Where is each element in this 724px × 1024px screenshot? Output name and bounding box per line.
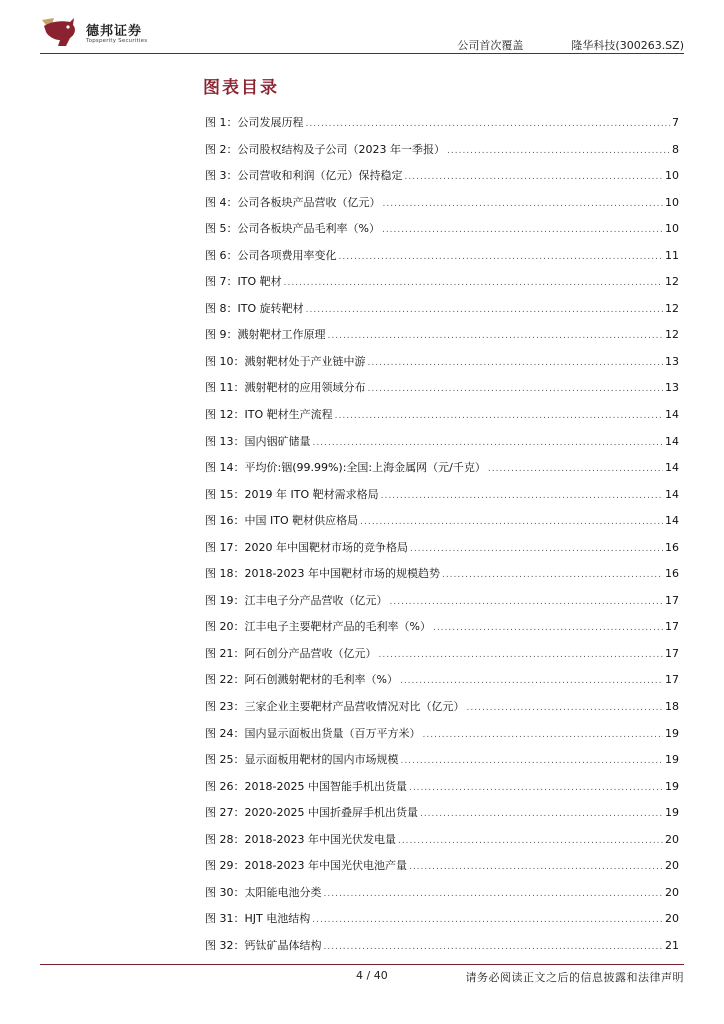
toc-entry[interactable] <box>205 827 679 854</box>
toc-entry[interactable] <box>205 853 679 880</box>
toc-entry-page: 12 <box>665 301 679 315</box>
toc-entry-label: 图 24：国内显示面板出货量（百万平方米） <box>205 726 421 740</box>
toc-entry[interactable] <box>205 375 679 402</box>
toc-entry[interactable] <box>205 349 679 376</box>
toc-entry-page: 16 <box>665 540 679 554</box>
toc-dot-leader <box>312 907 663 934</box>
toc-entry-label: 图 17：2020 年中国靶材市场的竞争格局 <box>205 540 408 554</box>
toc-entry-page: 11 <box>665 248 679 262</box>
toc-entry-label: 图 26：2018-2025 中国智能手机出货量 <box>205 779 407 793</box>
footer-divider <box>40 964 684 965</box>
toc-entry[interactable] <box>205 694 679 721</box>
toc-entry[interactable] <box>205 614 679 641</box>
toc-entry-label: 图 30：太阳能电池分类 <box>205 885 322 899</box>
toc-entry[interactable] <box>205 269 679 296</box>
toc-dot-leader <box>324 934 664 961</box>
toc-dot-leader <box>368 350 664 377</box>
toc-dot-leader <box>368 376 664 403</box>
toc-entry-label: 图 29：2018-2023 年中国光伏电池产量 <box>205 859 407 873</box>
toc-entry-label: 图 10：溅射靶材处于产业链中游 <box>205 354 366 368</box>
toc-entry-label: 图 25：显示面板用靶材的国内市场规模 <box>205 753 399 767</box>
toc-entry-page: 18 <box>665 700 679 714</box>
toc-dot-leader <box>447 138 670 165</box>
toc-dot-leader <box>328 323 664 350</box>
toc-entry[interactable] <box>205 561 679 588</box>
toc-entry-page: 20 <box>665 885 679 899</box>
toc-entry[interactable] <box>205 243 679 270</box>
toc-entry[interactable] <box>205 800 679 827</box>
toc-entry[interactable] <box>205 933 679 960</box>
toc-dot-leader <box>360 509 663 536</box>
toc-dot-leader <box>488 456 663 483</box>
toc-entry-page: 17 <box>665 620 679 634</box>
toc-entry[interactable] <box>205 322 679 349</box>
toc-dot-leader <box>409 854 663 881</box>
toc-entry-page: 20 <box>665 912 679 926</box>
toc-entry[interactable] <box>205 429 679 456</box>
brand-name-en: Topsperity Securities <box>86 38 148 44</box>
toc-entry-label: 图 12：ITO 靶材生产流程 <box>205 408 333 422</box>
toc-entry[interactable] <box>205 535 679 562</box>
brand-name-cn: 德邦证券 <box>86 24 143 39</box>
toc-entry[interactable] <box>205 641 679 668</box>
toc-entry-label: 图 4：公司各板块产品营收（亿元） <box>205 195 381 209</box>
toc-dot-leader <box>324 881 664 908</box>
toc-entry-page: 10 <box>665 222 679 236</box>
toc-entry-page: 17 <box>665 673 679 687</box>
toc-entry-page: 19 <box>665 779 679 793</box>
toc-entry-page: 13 <box>665 354 679 368</box>
figure-toc-list <box>205 110 679 960</box>
toc-dot-leader <box>423 722 664 749</box>
toc-entry-page: 16 <box>665 567 679 581</box>
toc-entry[interactable] <box>205 137 679 164</box>
toc-dot-leader <box>442 562 663 589</box>
toc-dot-leader <box>405 164 664 191</box>
toc-entry-page: 14 <box>665 487 679 501</box>
toc-entry-label: 图 27：2020-2025 中国折叠屏手机出货量 <box>205 806 418 820</box>
toc-entry[interactable] <box>205 482 679 509</box>
toc-entry-label: 图 13：国内铟矿储量 <box>205 434 311 448</box>
toc-entry-page: 8 <box>672 142 679 156</box>
toc-entry[interactable] <box>205 110 679 137</box>
toc-entry[interactable] <box>205 216 679 243</box>
toc-dot-leader <box>381 483 663 510</box>
toc-dot-leader <box>433 615 663 642</box>
toc-entry-page: 17 <box>665 593 679 607</box>
toc-dot-leader <box>390 589 664 616</box>
toc-dot-leader <box>313 430 664 457</box>
toc-dot-leader <box>306 111 671 138</box>
toc-entry-page: 7 <box>672 116 679 129</box>
toc-entry-page: 14 <box>665 461 679 475</box>
toc-entry[interactable] <box>205 163 679 190</box>
toc-entry[interactable] <box>205 880 679 907</box>
toc-entry[interactable] <box>205 402 679 429</box>
toc-entry-label: 图 23：三家企业主要靶材产品营收情况对比（亿元） <box>205 700 465 714</box>
toc-entry-page: 14 <box>665 514 679 528</box>
toc-entry[interactable] <box>205 190 679 217</box>
toc-entry-page: 19 <box>665 726 679 740</box>
toc-entry-label: 图 28：2018-2023 年中国光伏发电量 <box>205 832 396 846</box>
toc-entry-label: 图 7：ITO 靶材 <box>205 275 282 289</box>
toc-entry-label: 图 16：中国 ITO 靶材供应格局 <box>205 514 359 528</box>
toc-entry-page: 19 <box>665 806 679 820</box>
toc-entry-label: 图 9：溅射靶材工作原理 <box>205 328 326 342</box>
toc-dot-leader <box>401 748 664 775</box>
toc-entry-label: 图 20：江丰电子主要靶材产品的毛利率（%） <box>205 620 431 634</box>
toc-entry[interactable] <box>205 508 679 535</box>
toc-entry-label: 图 3：公司营收和利润（亿元）保持稳定 <box>205 169 403 183</box>
toc-entry-label: 图 2：公司股权结构及子公司（2023 年一季报） <box>205 142 445 156</box>
toc-dot-leader <box>284 270 663 297</box>
toc-dot-leader <box>420 801 663 828</box>
toc-dot-leader <box>400 668 663 695</box>
toc-entry-label: 图 15：2019 年 ITO 靶材需求格局 <box>205 487 379 501</box>
toc-dot-leader <box>410 536 663 563</box>
toc-dot-leader <box>306 297 663 324</box>
report-header-info <box>457 37 684 53</box>
toc-entry[interactable] <box>205 588 679 615</box>
disclaimer-text: 请务必阅读正文之后的信息披露和法律声明 <box>465 971 684 984</box>
brand-logo-icon <box>40 16 80 48</box>
toc-dot-leader <box>382 217 663 244</box>
report-type: 公司首次覆盖 <box>457 39 524 52</box>
toc-entry-page: 20 <box>665 859 679 873</box>
toc-entry-label: 图 14：平均价:铟(99.99%):全国:上海金属网（元/千克） <box>205 461 486 475</box>
company-ticker: 隆华科技(300263.SZ) <box>571 39 684 52</box>
toc-entry-page: 14 <box>665 408 679 422</box>
toc-entry-page: 12 <box>665 328 679 342</box>
header-divider <box>40 53 684 54</box>
toc-entry[interactable] <box>205 455 679 482</box>
toc-dot-leader <box>383 191 664 218</box>
toc-dot-leader <box>398 828 663 855</box>
toc-entry[interactable] <box>205 747 679 774</box>
toc-entry-page: 17 <box>665 646 679 660</box>
toc-dot-leader <box>467 695 664 722</box>
page-number: 4 / 40 <box>356 969 388 982</box>
toc-dot-leader <box>379 642 664 669</box>
page-title: 图表目录 <box>203 78 279 98</box>
toc-entry[interactable] <box>205 667 679 694</box>
toc-entry-page: 20 <box>665 832 679 846</box>
toc-entry[interactable] <box>205 296 679 323</box>
toc-entry-label: 图 11：溅射靶材的应用领域分布 <box>205 381 366 395</box>
toc-entry-page: 13 <box>665 381 679 395</box>
toc-entry-label: 图 22：阿石创溅射靶材的毛利率（%） <box>205 673 398 687</box>
toc-entry-page: 21 <box>665 938 679 952</box>
toc-entry-page: 12 <box>665 275 679 289</box>
toc-entry-label: 图 19：江丰电子分产品营收（亿元） <box>205 593 388 607</box>
toc-entry-page: 19 <box>665 753 679 767</box>
toc-entry-label: 图 32：钙钛矿晶体结构 <box>205 938 322 952</box>
toc-entry-page: 14 <box>665 434 679 448</box>
toc-entry-label: 图 18：2018-2023 年中国靶材市场的规模趋势 <box>205 567 440 581</box>
toc-entry[interactable] <box>205 906 679 933</box>
company-logo <box>40 16 190 50</box>
toc-entry-label: 图 1：公司发展历程 <box>205 116 304 129</box>
toc-entry[interactable] <box>205 721 679 748</box>
toc-entry-label: 图 6：公司各项费用率变化 <box>205 248 337 262</box>
toc-entry-label: 图 21：阿石创分产品营收（亿元） <box>205 646 377 660</box>
toc-entry-page: 10 <box>665 169 679 183</box>
toc-dot-leader <box>409 775 663 802</box>
toc-entry-label: 图 5：公司各板块产品毛利率（%） <box>205 222 380 236</box>
toc-entry-label: 图 31：HJT 电池结构 <box>205 912 311 926</box>
toc-entry-page: 10 <box>665 195 679 209</box>
toc-entry[interactable] <box>205 774 679 801</box>
toc-entry-label: 图 8：ITO 旋转靶材 <box>205 301 304 315</box>
toc-dot-leader <box>339 244 664 271</box>
toc-dot-leader <box>335 403 663 430</box>
